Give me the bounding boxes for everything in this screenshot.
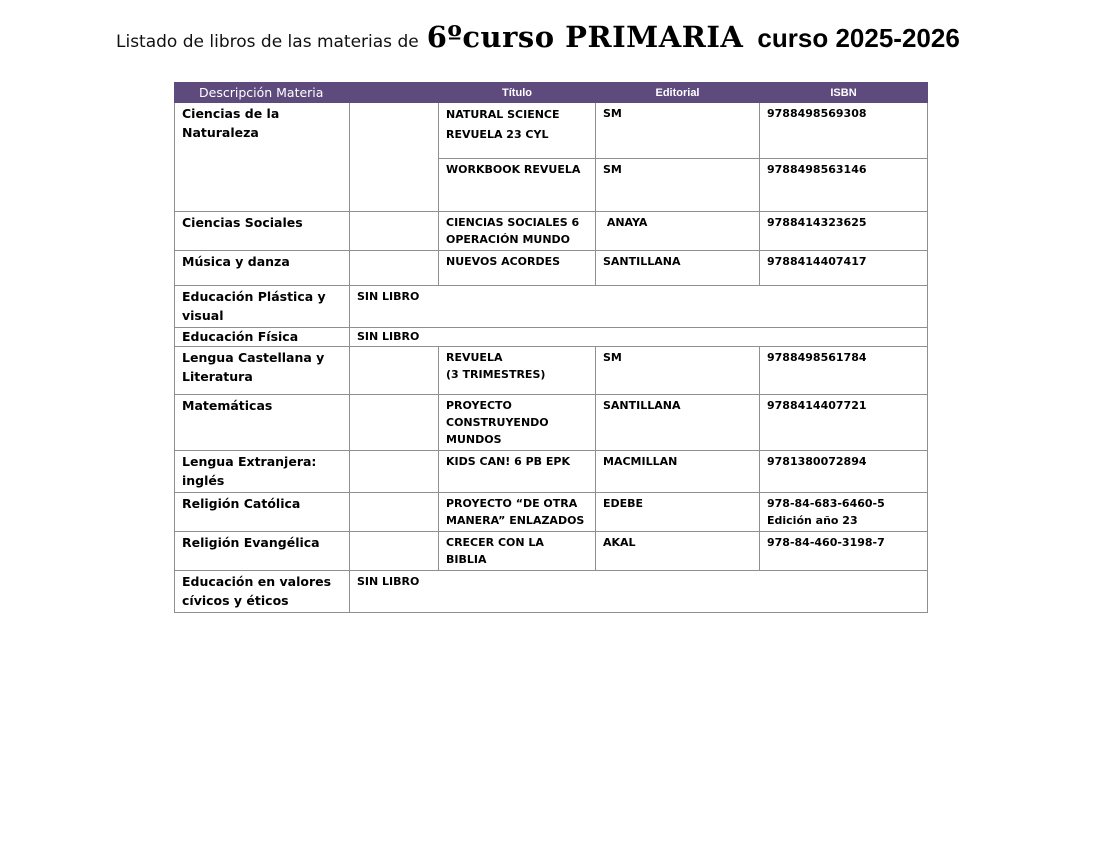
title-line: MANERA” ENLAZADOS xyxy=(446,514,585,527)
subject-cell: Lengua Extranjera: inglés xyxy=(175,451,350,493)
subject-cell: Religión Católica xyxy=(175,493,350,532)
table-row xyxy=(175,328,928,347)
publisher-cell: SM xyxy=(596,159,760,212)
publisher-cell: ANAYA xyxy=(596,212,760,251)
table-row xyxy=(175,212,928,251)
blank-cell xyxy=(350,212,439,251)
title-cell xyxy=(439,395,596,451)
table-row xyxy=(175,571,928,613)
subject-cell xyxy=(175,347,350,395)
title-line: OPERACIÓN MUNDO xyxy=(446,233,571,246)
no-book-cell: SIN LIBRO xyxy=(350,571,928,613)
title-line: PROYECTO xyxy=(446,399,512,412)
page-title xyxy=(116,20,1016,54)
subject-cell: Ciencias Sociales xyxy=(175,212,350,251)
no-book-cell: SIN LIBRO xyxy=(350,328,928,347)
table-row xyxy=(175,286,928,328)
title-line: (3 TRIMESTRES) xyxy=(446,368,546,381)
title-line: MUNDOS xyxy=(446,433,502,446)
publisher-cell: SANTILLANA xyxy=(596,251,760,286)
subject-line: Literatura xyxy=(182,369,253,384)
header-publisher: Editorial xyxy=(596,83,760,103)
publisher-cell: EDEBE xyxy=(596,493,760,532)
subject-cell: Matemáticas xyxy=(175,395,350,451)
isbn-cell: 978-84-460-3198-7 xyxy=(760,532,928,571)
header-blank xyxy=(350,83,439,103)
title-line: NATURAL SCIENCE xyxy=(446,108,560,121)
table-row xyxy=(175,103,928,159)
title-grade: 6ºcurso PRIMARIA xyxy=(426,20,744,54)
subject-cell xyxy=(175,571,350,613)
table-header-row xyxy=(175,83,928,103)
blank-cell xyxy=(350,493,439,532)
title-cell: CRECER CON LA BIBLIA xyxy=(439,532,596,571)
header-subject: Descripción Materia xyxy=(175,83,350,103)
title-cell xyxy=(439,493,596,532)
title-line: CIENCIAS SOCIALES 6 xyxy=(446,216,580,229)
isbn-cell: 9781380072894 xyxy=(760,451,928,493)
subject-cell: Música y danza xyxy=(175,251,350,286)
isbn-cell: 9788498561784 xyxy=(760,347,928,395)
subject-line: Educación Plástica y xyxy=(182,289,326,304)
publisher-cell: MACMILLAN xyxy=(596,451,760,493)
subject-cell xyxy=(175,286,350,328)
title-cell: KIDS CAN! 6 PB EPK xyxy=(439,451,596,493)
blank-cell xyxy=(350,347,439,395)
subject-line: visual xyxy=(182,308,224,323)
table-row xyxy=(175,493,928,532)
header-title: Título xyxy=(439,83,596,103)
table-row xyxy=(175,532,928,571)
blank-cell xyxy=(350,251,439,286)
title-lead: Listado de libros de las materias de xyxy=(116,32,419,52)
title-line: REVUELA 23 CYL xyxy=(446,128,549,141)
subject-line: Educación en valores xyxy=(182,574,332,589)
subject-line: cívicos y éticos xyxy=(182,593,289,608)
publisher-cell: SANTILLANA xyxy=(596,395,760,451)
publisher-cell: SM xyxy=(596,347,760,395)
book-list-table xyxy=(174,82,928,613)
title-cell: WORKBOOK REVUELA xyxy=(439,159,596,212)
blank-cell xyxy=(350,532,439,571)
table-row xyxy=(175,251,928,286)
isbn-cell: 9788498563146 xyxy=(760,159,928,212)
isbn-cell: 9788414407417 xyxy=(760,251,928,286)
title-cell xyxy=(439,212,596,251)
isbn-edition-note: Edición año 23 xyxy=(767,514,858,527)
publisher-cell: SM xyxy=(596,103,760,159)
title-cell xyxy=(439,103,596,159)
publisher-cell: AKAL xyxy=(596,532,760,571)
table-row xyxy=(175,347,928,395)
title-year: curso 2025-2026 xyxy=(757,23,960,53)
blank-cell xyxy=(350,451,439,493)
blank-cell xyxy=(350,103,439,212)
subject-line: Lengua Castellana y xyxy=(182,350,325,365)
isbn-cell: 9788498569308 xyxy=(760,103,928,159)
isbn-cell xyxy=(760,493,928,532)
subject-cell: Ciencias de la Naturaleza xyxy=(175,103,350,212)
table-row xyxy=(175,395,928,451)
title-line: REVUELA xyxy=(446,351,503,364)
header-isbn: ISBN xyxy=(760,83,928,103)
title-cell: NUEVOS ACORDES xyxy=(439,251,596,286)
blank-cell xyxy=(350,395,439,451)
subject-cell: Educación Física xyxy=(175,328,350,347)
title-line: CONSTRUYENDO xyxy=(446,416,549,429)
subject-cell: Religión Evangélica xyxy=(175,532,350,571)
title-line: PROYECTO “DE OTRA xyxy=(446,497,578,510)
isbn-line: 978-84-683-6460-5 xyxy=(767,497,885,510)
isbn-cell: 9788414407721 xyxy=(760,395,928,451)
no-book-cell: SIN LIBRO xyxy=(350,286,928,328)
isbn-cell: 9788414323625 xyxy=(760,212,928,251)
table-row xyxy=(175,451,928,493)
title-cell xyxy=(439,347,596,395)
